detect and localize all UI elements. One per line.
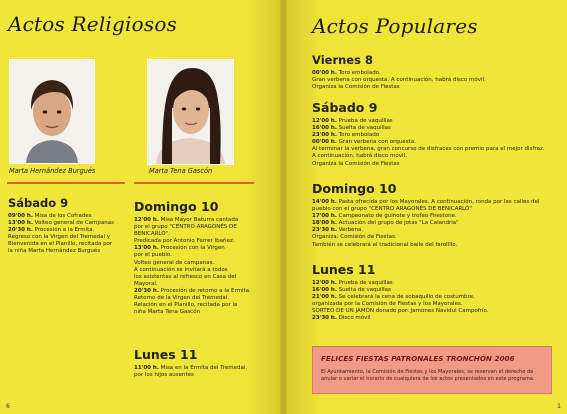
schedule-text: pueblo con el grupo "CENTRO ARAGONÉS DE BENICARLÓ" [312, 206, 472, 213]
day-heading: Sábado 9 [8, 196, 69, 210]
schedule-line [312, 84, 400, 90]
schedule-line [8, 213, 92, 219]
schedule-text: Predicada por Antonio Ferrer Ibañez. [134, 238, 235, 245]
schedule-time: 23'30 h. [312, 315, 337, 322]
section-lunes-religioso [134, 347, 260, 379]
schedule-time: 18'00 h. [312, 220, 337, 227]
banner-title: FELICES FIESTAS PATRONALES TRONCHÓN 2006 [321, 354, 515, 363]
day-heading: Viernes 8 [312, 53, 373, 67]
portrait-photo-1 [9, 59, 95, 164]
schedule-line [312, 220, 459, 226]
schedule-text: Toro embolado [336, 132, 380, 139]
day-body [312, 70, 560, 91]
schedule-line [8, 234, 110, 240]
schedule-text: Misa en la Ermita del Tremedal, [158, 365, 248, 371]
day-body [134, 365, 260, 379]
schedule-line [312, 146, 545, 152]
schedule-time: 13'00 h. [8, 220, 33, 227]
schedule-time: 09'00 h. [8, 213, 33, 219]
schedule-line [312, 161, 400, 167]
schedule-line [312, 206, 472, 212]
schedule-line [8, 227, 94, 233]
schedule-line [134, 288, 251, 294]
binding-gutter [280, 0, 287, 414]
day-body [134, 217, 260, 316]
schedule-text: por el pueblo. [134, 252, 172, 259]
schedule-line [312, 242, 457, 248]
schedule-text: Regreso con la Virgen del Tremedal y [8, 234, 111, 241]
schedule-time: 20'30 h. [8, 227, 33, 234]
day-heading: Lunes 11 [134, 347, 198, 362]
schedule-line [134, 295, 229, 301]
festival-banner [312, 346, 552, 394]
schedule-line [8, 241, 112, 247]
schedule-time: 00'00 h. [312, 139, 337, 146]
schedule-line [312, 287, 391, 293]
portrait-caption-2: Marta Tena Gascón [149, 167, 213, 175]
schedule-text: Pasta ofrecida por los Mayorales. A continuación, ronda por las calles del [336, 199, 540, 205]
schedule-line [134, 224, 237, 230]
day-heading: Lunes 11 [312, 262, 376, 277]
schedule-time: 00'00 h. [312, 70, 337, 76]
schedule-line [312, 70, 381, 76]
schedule-line [312, 213, 457, 219]
schedule-text: los asistentes al refresco en Casa del [134, 273, 237, 280]
schedule-line [134, 309, 200, 315]
schedule-line [8, 220, 114, 226]
schedule-text: Mayoral. [134, 280, 158, 287]
schedule-text: Prueba de vaquillas [336, 280, 393, 286]
section-lunes-popular [312, 262, 562, 323]
schedule-text: Se celebrará la cena de sobaquillo de costumbre, [336, 294, 475, 301]
section-domingo-popular [312, 181, 562, 249]
schedule-time: 16'00 h. [312, 287, 337, 294]
schedule-line [312, 301, 463, 307]
schedule-text: Gran verbena con orquesta. [336, 139, 416, 146]
schedule-line [312, 315, 370, 321]
schedule-text: niña Marta Tena Gascón [134, 309, 201, 316]
schedule-text: Gran verbena con orquesta. A continuación, habrá disco móvil. [312, 77, 486, 84]
schedule-time: 12'00 h. [312, 118, 337, 124]
schedule-line [312, 77, 486, 83]
schedule-text: Procesión con la Virgen [158, 245, 225, 252]
left-page [0, 0, 280, 414]
schedule-text: SORTEO DE UN JAMÓN donado por: Jamones Navidul Campofrío. [312, 308, 489, 315]
day-heading: Domingo 10 [134, 199, 219, 214]
schedule-line [312, 234, 397, 240]
schedule-text: A continuación, habrá disco móvil. [312, 153, 407, 160]
schedule-time: 12'00 h. [312, 280, 337, 286]
schedule-line [134, 274, 236, 280]
section-domingo-religioso [134, 199, 260, 316]
schedule-text: Bienvenida en el Planillo, recitada por [8, 241, 113, 248]
schedule-line [312, 153, 407, 159]
portrait-2-image [148, 60, 233, 164]
schedule-line [134, 217, 238, 223]
portrait-photo-2 [147, 59, 234, 165]
banner-notice: El Ayuntamiento, la Comisión de Fiestas y los Mayorales, se reservan el derecho de anular o variar el horario de cualquiera de los actos presentados en este programa. [321, 369, 535, 382]
schedule-line [134, 238, 234, 244]
schedule-text: Volteo general de Campanas [32, 220, 114, 227]
schedule-text: organizada por la Comisión de Fiestas y los Mayorales. [312, 301, 463, 308]
section-sabado-popular [312, 100, 562, 168]
schedule-line [312, 125, 391, 131]
schedule-time: 14'00 h. [312, 199, 337, 205]
schedule-line [134, 252, 172, 258]
schedule-line [134, 365, 247, 371]
schedule-text: Relación en el Planillo, recitada por la [134, 302, 238, 309]
schedule-time: 21'00 h. [312, 294, 337, 301]
schedule-time: 23'30 h. [312, 227, 337, 234]
schedule-text: Toro embolado. [336, 70, 381, 76]
schedule-time: 12'00 h. [134, 217, 159, 223]
schedule-line [312, 118, 393, 124]
schedule-text: por el grupo "CENTRO ARAGONÉS DE [134, 224, 237, 231]
schedule-text: por los hijos ausentes [134, 372, 194, 379]
divider-left [7, 182, 125, 184]
day-body [312, 118, 562, 168]
portrait-1-image [10, 60, 94, 163]
schedule-time: 17'00 h. [312, 213, 337, 220]
schedule-text: También se celebrará el tradicional baile del farolillo. [312, 241, 458, 248]
schedule-line [134, 372, 194, 378]
schedule-line [312, 294, 475, 300]
schedule-text: Suelta de vaquillas [336, 287, 391, 294]
schedule-text: Volteo general de campanas. [134, 259, 215, 266]
schedule-text: Actuación del grupo de jotas "La Calandria" [336, 220, 459, 227]
schedule-line [134, 231, 170, 237]
schedule-text: Organiza la Comisión de Fiestas [312, 84, 400, 91]
page-number-right: 1 [557, 403, 561, 410]
schedule-text: Procesión de retorno a la Ermita. [158, 287, 251, 294]
schedule-text: Prueba de vaquillas [336, 118, 393, 124]
schedule-time: 13'00 h. [134, 245, 159, 252]
schedule-line [8, 248, 100, 254]
day-body [312, 199, 562, 249]
schedule-text: Misa de los Cofrades [32, 213, 92, 219]
schedule-text: Organiza la Comisión de Fiestas [312, 160, 400, 167]
schedule-line [134, 267, 228, 273]
schedule-time: 23'00 h. [312, 132, 337, 139]
schedule-line [312, 308, 489, 314]
schedule-line [134, 245, 225, 251]
schedule-line [134, 260, 214, 266]
schedule-text: Retorno de la Virgen del Tremedal. [134, 295, 230, 302]
schedule-text: Organiza: Comisión de Fiestas. [312, 234, 397, 241]
page-title: Actos Populares [312, 14, 478, 38]
divider-right [134, 182, 254, 184]
schedule-time: 20'30 h. [134, 287, 159, 294]
day-heading: Domingo 10 [312, 181, 397, 196]
day-body [8, 213, 128, 256]
schedule-text: Disco móvil [336, 315, 371, 322]
schedule-line [312, 139, 416, 145]
schedule-text: Campeonato de guiñote y trofeo Firestone. [336, 213, 457, 220]
schedule-text: BENICARLÓ". [134, 231, 170, 238]
section-sabado-religioso [8, 196, 128, 256]
schedule-text: Misa Mayor Baturra cantada [158, 217, 239, 223]
section-viernes [312, 53, 560, 91]
schedule-text: Procesión a la Ermita. [32, 227, 95, 234]
schedule-line [312, 227, 363, 233]
page-title: Actos Religiosos [8, 12, 178, 36]
schedule-line [134, 302, 237, 308]
schedule-text: la niña Marta Hernández Burgués [8, 248, 101, 255]
schedule-text: Verbena. [336, 227, 364, 234]
page-number-left: 6 [6, 403, 10, 410]
schedule-line [134, 281, 158, 287]
portrait-caption-1: Marta Hernández Burgués [9, 167, 96, 175]
schedule-text: A continuación se invitará a todos [134, 266, 228, 273]
schedule-line [312, 280, 393, 286]
day-body [312, 280, 562, 323]
schedule-text: Suelta de vaquillas [336, 125, 391, 132]
day-heading: Sábado 9 [312, 100, 378, 115]
schedule-time: 16'00 h. [312, 125, 337, 132]
schedule-text: Al terminar la verbena, gran concurso de disfraces con premio para el mejor disfraz. [312, 146, 545, 153]
schedule-time: 11'00 h. [134, 365, 159, 371]
schedule-line [312, 132, 379, 138]
schedule-line [312, 199, 539, 205]
